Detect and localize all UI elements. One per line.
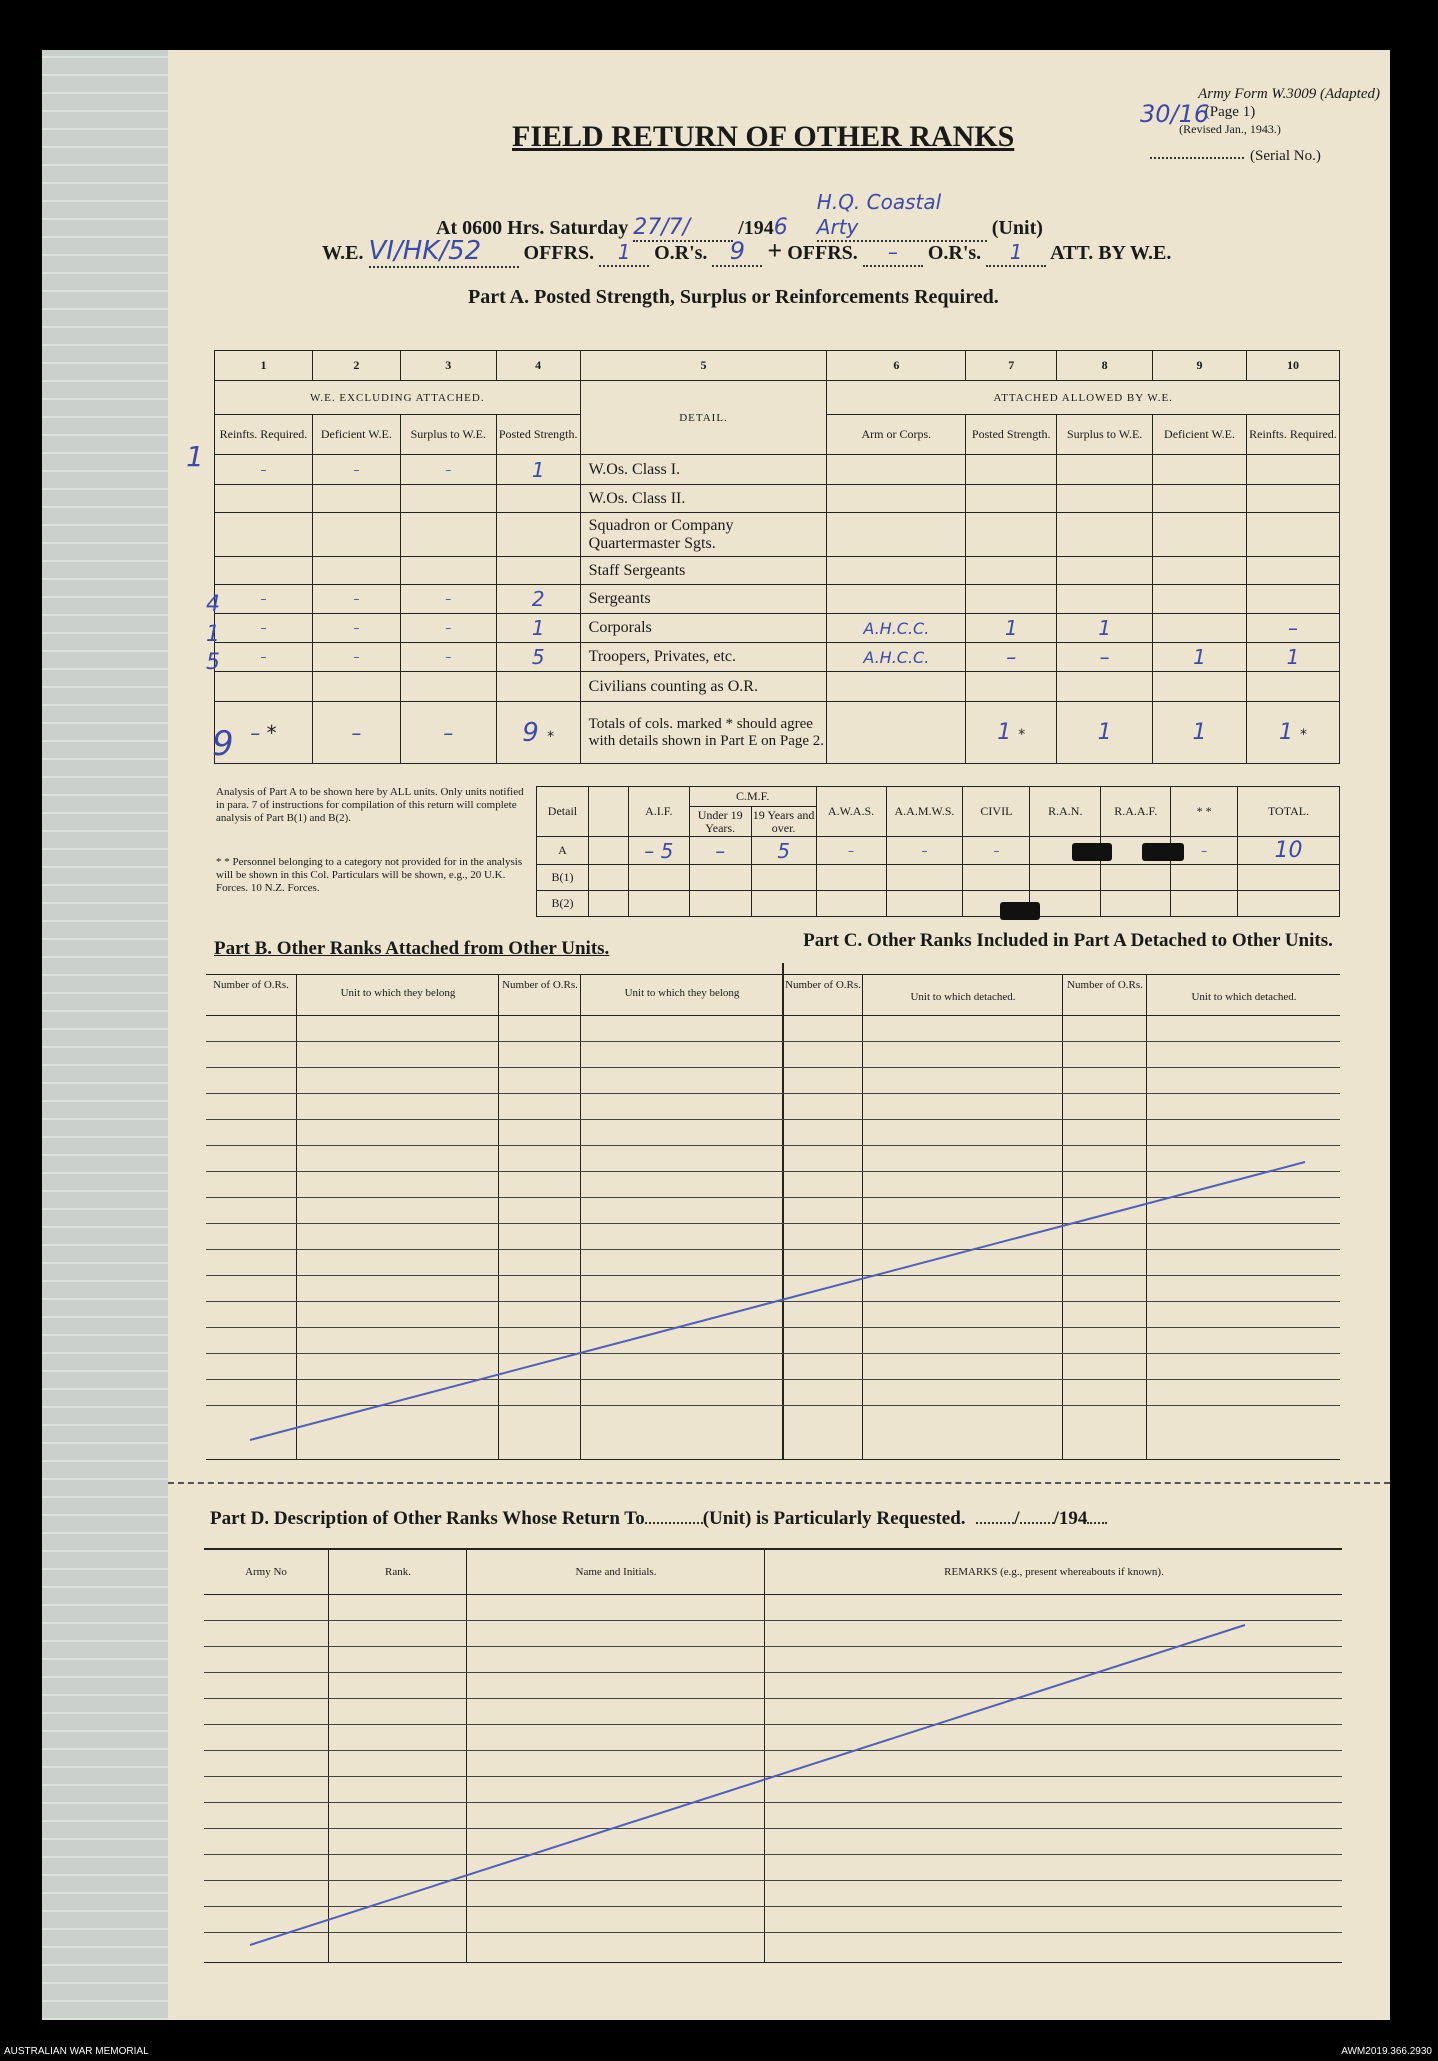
cell: – 5 <box>628 837 689 865</box>
part-c-title: Part C. Other Ranks Included in Part A Detached to Other Units. <box>803 930 1333 951</box>
head-number-ors: Number of O.Rs. <box>213 979 289 991</box>
head-rank: Rank. <box>385 1566 411 1578</box>
cell: – <box>215 585 313 614</box>
cell: – <box>215 614 313 643</box>
cell: – <box>215 643 313 672</box>
cell: 9 * <box>496 702 580 764</box>
head-under19: Under 19 Years. <box>689 807 751 837</box>
head-name: Name and Initials. <box>575 1566 657 1578</box>
row-detail: Squadron or Company Quartermaster Sgts. <box>580 513 827 557</box>
margin-note: 1 <box>206 622 220 647</box>
col-num: 6 <box>827 351 966 381</box>
col-num: 9 <box>1153 351 1247 381</box>
cmf-head: C.M.F. <box>689 787 816 807</box>
head-deficient: Deficient W.E. <box>312 415 400 455</box>
head-unit-detached: Unit to which detached. <box>910 991 1016 1003</box>
cell: – <box>312 643 400 672</box>
col-num: 5 <box>580 351 827 381</box>
head-unit-belong: Unit to which they belong <box>624 987 740 999</box>
cell: – <box>312 614 400 643</box>
personnel-note: * * Personnel belonging to a category not provided for in the analysis will be shown in this Col. Particulars will be shown, e.g., 20 U.K. Forces. 10 N.Z. Forces. <box>216 856 523 894</box>
part-a-title: Part A. Posted Strength, Surplus or Reinforcements Required. <box>468 286 999 308</box>
margin-note: 5 <box>206 650 220 675</box>
cell: 10 <box>1238 837 1340 865</box>
head-unit-belong: Unit to which they belong <box>340 987 456 999</box>
cell: – <box>312 455 400 485</box>
margin-note: 1 <box>186 440 204 473</box>
analysis-note: Analysis of Part A to be shown here by ALL units. Only units notified in para. 7 of instructions for compilation of this return will complete analysis of Part B(1) and B(2). <box>216 786 524 824</box>
we-line: W.E. VI/HK/52 OFFRS. 1 O.R's. 9 + OFFRS. – O.R's. 1 ATT. BY W.E. <box>322 236 1172 266</box>
cell: – <box>886 837 963 865</box>
cell: A.H.C.C. <box>827 643 966 672</box>
cell: – <box>400 702 496 764</box>
head-number-ors: Number of O.Rs. <box>502 979 578 991</box>
head-aif: A.I.F. <box>628 787 689 837</box>
serial-handwritten: 30/16 <box>1140 100 1210 128</box>
cell: 1 <box>1153 643 1247 672</box>
head-other: * * <box>1171 787 1238 837</box>
row-detail: Civilians counting as O.R. <box>580 672 827 702</box>
cell: – <box>1171 837 1238 865</box>
row-detail: Troopers, Privates, etc. <box>580 643 827 672</box>
cell: A.H.C.C. <box>827 614 966 643</box>
diagonal-stroke-b <box>250 1162 1305 1440</box>
left-group-head: W.E. EXCLUDING ATTACHED. <box>215 381 581 415</box>
margin-note: 4 <box>206 592 220 617</box>
head-posted-att: Posted Strength. <box>966 415 1057 455</box>
cell: – <box>312 702 400 764</box>
cell: 1 <box>496 614 580 643</box>
head-arm-corps: Arm or Corps. <box>827 415 966 455</box>
row-label: B(1) <box>537 865 589 891</box>
cell: – <box>816 837 886 865</box>
cell: – <box>1246 614 1339 643</box>
cell: 2 <box>496 585 580 614</box>
footer-left: AUSTRALIAN WAR MEMORIAL <box>4 2046 149 2057</box>
cell: – <box>1057 643 1153 672</box>
row-detail: Totals of cols. marked * should agree with details shown in Part E on Page 2. <box>580 702 827 764</box>
cell: – * <box>215 702 313 764</box>
cell: 1 <box>496 455 580 485</box>
cell: – <box>215 455 313 485</box>
cell: – <box>400 455 496 485</box>
row-detail: Staff Sergeants <box>580 557 827 585</box>
page-title: FIELD RETURN OF OTHER RANKS <box>512 120 1015 153</box>
col-num: 2 <box>312 351 400 381</box>
revised-date: (Revised Jan., 1943.) <box>1179 122 1281 136</box>
time-line: At 0600 Hrs. Saturday 27/7/ /1946 H.Q. Coastal Arty (Unit) <box>436 190 1043 240</box>
head-civil: CIVIL <box>963 787 1030 837</box>
head-reinfts: Reinfts. Required. <box>215 415 313 455</box>
footer-right: AWM2019.366.2930 <box>1341 2046 1432 2057</box>
cell: 1 <box>966 614 1057 643</box>
col-num: 8 <box>1057 351 1153 381</box>
col-num: 7 <box>966 351 1057 381</box>
cell: 1 <box>1246 643 1339 672</box>
row-detail: Sergeants <box>580 585 827 614</box>
head-surplus: Surplus to W.E. <box>400 415 496 455</box>
part-d-title: Part D. Description of Other Ranks Whose Return To (Unit) is Particularly Requested. / /194 <box>210 1508 1107 1530</box>
head-raaf: R.A.A.F. <box>1101 787 1171 837</box>
cell: – <box>966 643 1057 672</box>
part-b-title: Part B. Other Ranks Attached from Other Units. <box>214 938 610 959</box>
head-reinfts-att: Reinfts. Required. <box>1246 415 1339 455</box>
col-num: 10 <box>1246 351 1339 381</box>
serial-label: (Serial No.) <box>1250 148 1321 164</box>
cell: 1 * <box>1246 702 1339 764</box>
cell: – <box>400 585 496 614</box>
head-number-ors: Number of O.Rs. <box>785 979 861 991</box>
row-label: A <box>537 837 589 865</box>
row-label: B(2) <box>537 891 589 917</box>
col-num: 4 <box>496 351 580 381</box>
row-detail: W.Os. Class I. <box>580 455 827 485</box>
head-remarks: REMARKS (e.g., present whereabouts if known). <box>944 1566 1164 1578</box>
head-19over: 19 Years and over. <box>752 807 815 835</box>
row-detail: Corporals <box>580 614 827 643</box>
head-ran: R.A.N. <box>1030 787 1101 837</box>
form-number: Army Form W.3009 (Adapted) <box>1198 86 1380 102</box>
cell: 1 <box>1057 614 1153 643</box>
cell: 5 <box>496 643 580 672</box>
col-num: 3 <box>400 351 496 381</box>
cell: – <box>400 614 496 643</box>
right-group-head: ATTACHED ALLOWED BY W.E. <box>827 381 1340 415</box>
cell: 1 <box>1057 702 1153 764</box>
cell: 1 * <box>966 702 1057 764</box>
head-awas: A.W.A.S. <box>816 787 886 837</box>
col-num: 1 <box>215 351 313 381</box>
detail-head: Detail <box>537 787 589 837</box>
head-surplus-att: Surplus to W.E. <box>1057 415 1153 455</box>
page-number: (Page 1) <box>1204 104 1256 120</box>
head-army-no: Army No <box>245 1566 287 1578</box>
head-posted: Posted Strength. <box>496 415 580 455</box>
cell: – <box>963 837 1030 865</box>
head-deficient-att: Deficient W.E. <box>1153 415 1247 455</box>
row-detail: W.Os. Class II. <box>580 485 827 513</box>
cell: – <box>689 837 751 865</box>
diagonal-stroke-d <box>250 1625 1245 1945</box>
cell: – <box>312 585 400 614</box>
cell: 1 <box>1153 702 1247 764</box>
head-unit-detached: Unit to which detached. <box>1191 991 1297 1003</box>
head-aamws: A.A.M.W.S. <box>886 787 963 837</box>
detail-head: DETAIL. <box>580 381 827 455</box>
head-number-ors: Number of O.Rs. <box>1067 979 1143 991</box>
cell: 5 <box>751 837 816 865</box>
margin-note: 9 <box>212 724 234 764</box>
cell: – <box>400 643 496 672</box>
head-total: TOTAL. <box>1238 787 1340 837</box>
